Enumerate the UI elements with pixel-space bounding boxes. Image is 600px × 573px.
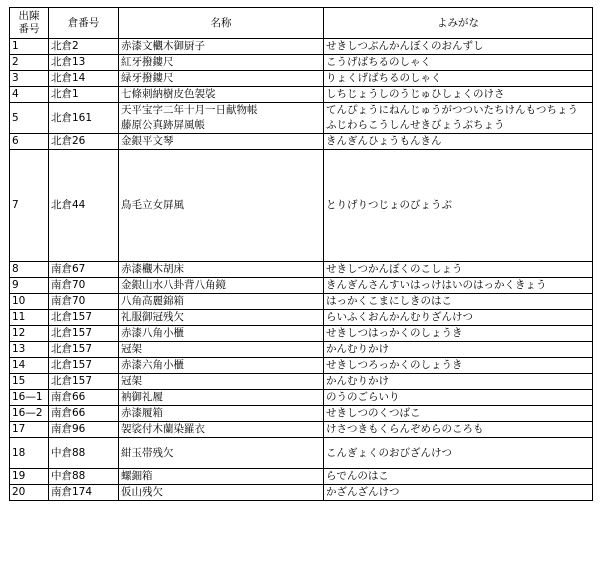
cell-name: 仮山残欠 [119, 485, 324, 501]
header-exhibit-number: 出陳 番号 [10, 8, 49, 39]
cell-number: 20 [10, 485, 49, 501]
cell-number: 15 [10, 374, 49, 390]
cell-number: 1 [10, 39, 49, 55]
cell-number: 9 [10, 278, 49, 294]
cell-name: 赤漆文欟木御厨子 [119, 39, 324, 55]
table-row [10, 438, 593, 469]
cell-reading: せきしつのくつばこ [324, 406, 593, 422]
cell-reading: かざんざんけつ [324, 485, 593, 501]
cell-number: 10 [10, 294, 49, 310]
cell-storage: 北倉44 [49, 150, 119, 262]
cell-number: 14 [10, 358, 49, 374]
cell-number: 11 [10, 310, 49, 326]
cell-number: 5 [10, 103, 49, 134]
table-row [10, 358, 593, 374]
cell-number: 18 [10, 438, 49, 469]
cell-reading: せきしつかんぼくのこしょう [324, 262, 593, 278]
table-row [10, 469, 593, 485]
cell-name: 七條刺納樹皮色袈裟 [119, 87, 324, 103]
cell-name: 螺鈿箱 [119, 469, 324, 485]
cell-name: 鳥毛立女屏風 [119, 150, 324, 262]
exhibit-list-table [9, 7, 593, 501]
cell-name-line: 藤原公真跡屏風帳 [121, 119, 205, 131]
cell-reading: せきしつぶんかんぼくのおんずし [324, 39, 593, 55]
cell-storage: 北倉157 [49, 326, 119, 342]
header-reading: よみがな [324, 8, 593, 39]
cell-storage: 北倉1 [49, 87, 119, 103]
cell-name: 冠架 [119, 374, 324, 390]
cell-storage: 北倉2 [49, 39, 119, 55]
table-row [10, 103, 593, 134]
cell-storage: 北倉157 [49, 342, 119, 358]
cell-name: 礼服御冠残欠 [119, 310, 324, 326]
cell-number: 17 [10, 422, 49, 438]
cell-number: 7 [10, 150, 49, 262]
table-row [10, 406, 593, 422]
cell-storage: 中倉88 [49, 438, 119, 469]
table-row [10, 374, 593, 390]
cell-reading: こうげばちるのしゃく [324, 55, 593, 71]
cell-reading: とりげりつじょのびょうぶ [324, 150, 593, 262]
table-row [10, 87, 593, 103]
table-row [10, 150, 593, 262]
cell-reading: きんぎんさんすいはっけはいのはっかくきょう [324, 278, 593, 294]
cell-name: 紅牙撥鏤尺 [119, 55, 324, 71]
cell-storage: 南倉70 [49, 294, 119, 310]
cell-storage: 南倉70 [49, 278, 119, 294]
cell-reading: のうのごらいり [324, 390, 593, 406]
cell-name: 赤漆六角小櫃 [119, 358, 324, 374]
cell-name: 紺玉帯残欠 [119, 438, 324, 469]
cell-reading [324, 103, 593, 134]
cell-name: 冠架 [119, 342, 324, 358]
cell-storage: 北倉157 [49, 310, 119, 326]
cell-storage: 南倉66 [49, 406, 119, 422]
cell-number: 19 [10, 469, 49, 485]
cell-reading: はっかくこまにしきのはこ [324, 294, 593, 310]
cell-number: 4 [10, 87, 49, 103]
cell-reading: けさつきもくらんぞめらのころも [324, 422, 593, 438]
header-name: 名称 [119, 8, 324, 39]
cell-reading: しちじょうしのうじゅひしょくのけさ [324, 87, 593, 103]
cell-name: 赤漆八角小櫃 [119, 326, 324, 342]
cell-number: 16—1 [10, 390, 49, 406]
cell-number: 16—2 [10, 406, 49, 422]
cell-name-line: 天平宝字二年十月一日献物帳 [121, 104, 258, 116]
cell-reading: りょくげばちるのしゃく [324, 71, 593, 87]
table-row [10, 278, 593, 294]
cell-number: 3 [10, 71, 49, 87]
table-row [10, 262, 593, 278]
cell-reading: こんぎょくのおびざんけつ [324, 438, 593, 469]
cell-storage: 北倉161 [49, 103, 119, 134]
cell-storage: 南倉96 [49, 422, 119, 438]
cell-number: 6 [10, 134, 49, 150]
table-row [10, 342, 593, 358]
cell-reading: せきしつろっかくのしょうき [324, 358, 593, 374]
table-row [10, 294, 593, 310]
cell-reading: かんむりかけ [324, 374, 593, 390]
table-row [10, 55, 593, 71]
cell-storage: 北倉157 [49, 358, 119, 374]
cell-number: 12 [10, 326, 49, 342]
table-row [10, 71, 593, 87]
cell-storage: 南倉67 [49, 262, 119, 278]
cell-name: 金銀平文琴 [119, 134, 324, 150]
table-row [10, 485, 593, 501]
cell-name [119, 103, 324, 134]
cell-reading: せきしつはっかくのしょうき [324, 326, 593, 342]
cell-name: 衲御礼履 [119, 390, 324, 406]
header-storage-number: 倉番号 [49, 8, 119, 39]
table-row [10, 39, 593, 55]
cell-name: 金銀山水八卦背八角鏡 [119, 278, 324, 294]
cell-storage: 北倉157 [49, 374, 119, 390]
table-row [10, 422, 593, 438]
table-row [10, 390, 593, 406]
cell-reading: らいふくおんかんむりざんけつ [324, 310, 593, 326]
cell-storage: 中倉88 [49, 469, 119, 485]
table-row [10, 134, 593, 150]
cell-number: 2 [10, 55, 49, 71]
cell-name: 緑牙撥鏤尺 [119, 71, 324, 87]
cell-name: 八角高麗錦箱 [119, 294, 324, 310]
cell-reading: かんむりかけ [324, 342, 593, 358]
cell-reading-line: てんぴょうにねんじゅうがつついたちけんもつちょう [326, 104, 578, 116]
cell-number: 13 [10, 342, 49, 358]
cell-reading: きんぎんひょうもんきん [324, 134, 593, 150]
cell-storage: 南倉66 [49, 390, 119, 406]
table-header-row [10, 8, 593, 39]
cell-name: 赤漆履箱 [119, 406, 324, 422]
cell-name: 赤漆欟木胡床 [119, 262, 324, 278]
cell-name: 袈裟付木蘭染羅衣 [119, 422, 324, 438]
cell-storage: 北倉26 [49, 134, 119, 150]
cell-storage: 北倉13 [49, 55, 119, 71]
cell-reading-line: ふじわらこうしんせきびょうぶちょう [326, 119, 505, 131]
table-row [10, 310, 593, 326]
cell-reading: らでんのはこ [324, 469, 593, 485]
cell-storage: 南倉174 [49, 485, 119, 501]
table-row [10, 326, 593, 342]
cell-storage: 北倉14 [49, 71, 119, 87]
cell-number: 8 [10, 262, 49, 278]
